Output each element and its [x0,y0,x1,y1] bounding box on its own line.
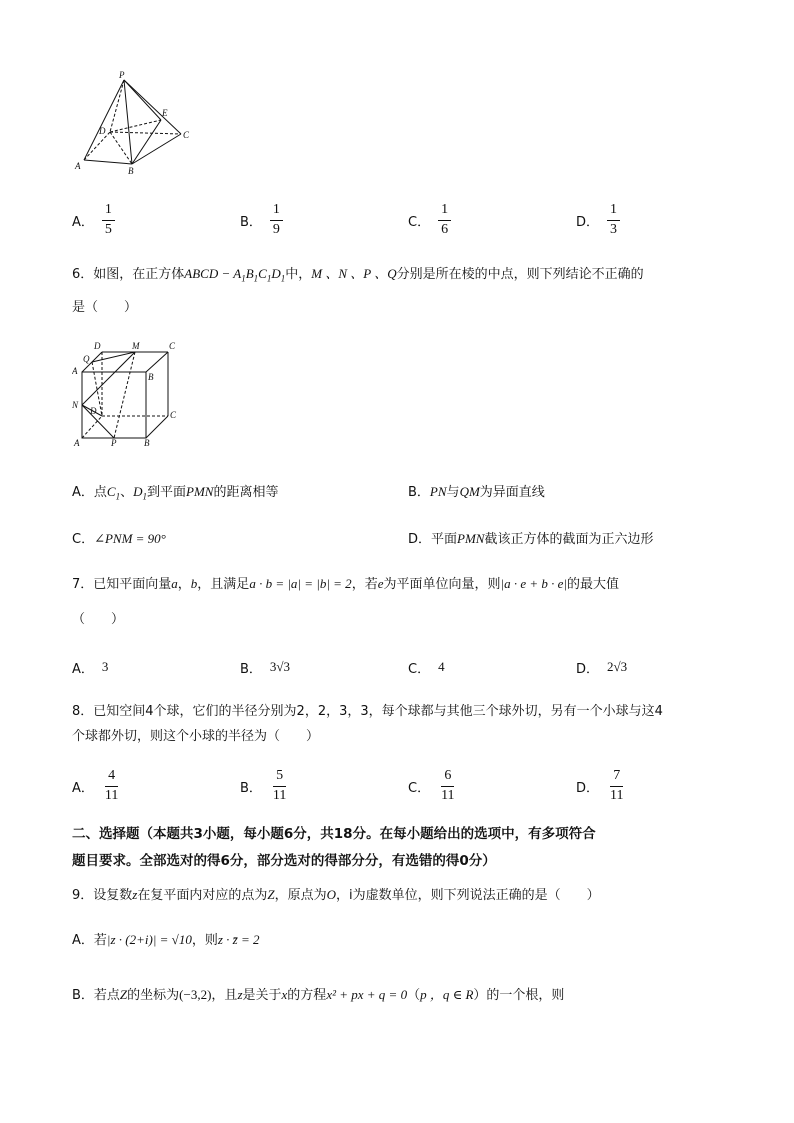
q8-options [72,764,732,808]
q9-option-a: A．若|z · (2+i)| = √10，则z · z̄ = 2 [72,932,260,948]
q5-option-b: B． $\frac{1}{9}$ [240,198,283,242]
label-q: Q [83,354,90,364]
q8-stem-line2: 个球都外切，则这个小球的半径为（ ） [72,729,320,744]
label-c1: C [169,341,176,351]
label-b: B [128,166,134,176]
q8-stem: 8．已知空间4个球，它们的半径分别为2，2，3，3，每个球都与其他三个球外切，另有一个小球与这4 [72,704,663,719]
label-e: E [162,108,168,118]
q7-stem-line2: （ ） [72,612,125,627]
q8-option-d: D． $\frac{7}{11}$ [576,767,624,803]
label-b1: B [148,372,154,382]
q7-option-c: C． 4 [408,659,445,677]
q8-option-a: A． $\frac{4}{11}$ [72,767,119,803]
cube-figure [72,340,182,448]
q6-option-d: D．平面PMN截该正方体的截面为正六边形 [408,531,654,547]
label-n: N [72,400,79,410]
q8-option-c: C． $\frac{6}{11}$ [408,767,455,803]
label-d: D [99,126,106,136]
section-2-heading-line2: 题目要求。全部选对的得6分，部分选对的得部分分，有选错的得0分） [72,853,496,869]
label-a: A [75,161,81,171]
q6-stem-line2: 是（ ） [72,300,138,315]
label-a1: A [72,366,78,376]
q7-option-a: A． 3 [72,659,109,677]
pyramid-figure [70,68,200,178]
q5-options [72,198,732,242]
label-b: B [144,438,150,448]
q6-stem: 6．如图，在正方体ABCD − $A_1B_1C_1D_1$中，M 、N 、P 、Q分别是所在棱的中点，则下列结论不正确的 [72,266,644,284]
q7-stem: 7．已知平面向量a，b，且满足a · b = |a| = |b| = 2，若e为平面单位向量，则|a · e + b · e|的最大值 [72,576,619,592]
q7-option-d: D． 2√3 [576,659,628,677]
label-c: C [170,410,177,420]
q7-options [72,645,732,689]
q8-option-b: B． $\frac{5}{11}$ [240,767,287,803]
q9-option-b: B．若点Z的坐标为(−3,2)，且z是关于x的方程x² + px + q = 0（p ，q ∈ R）的一个根，则 [72,987,565,1003]
q5-option-a: A． $\frac{1}{5}$ [72,198,115,242]
q7-option-b: B． 3√3 [240,659,291,677]
label-d: D [90,406,97,416]
label-a: A [74,438,80,448]
q9-stem: 9．设复数z在复平面内对应的点为Z，原点为O，i为虚数单位，则下列说法正确的是（ ） [72,887,600,903]
q6-option-b: B．PN与QM为异面直线 [408,484,545,500]
q6-option-c: C．∠PNM = 90° [72,531,166,547]
label-m: M [132,341,140,351]
label-c: C [183,130,190,140]
q6-option-a: A．点$C_1$、$D_1$到平面PMN的距离相等 [72,484,279,502]
label-p: P [119,70,125,80]
q5-option-c: C． $\frac{1}{6}$ [408,198,451,242]
label-d1: D [94,341,101,351]
section-2-heading: 二、选择题（本题共3小题，每小题6分，共18分。在每小题给出的选项中，有多项符合 [72,826,596,842]
label-p: P [111,438,117,448]
q5-option-d: D． $\frac{1}{3}$ [576,198,620,242]
